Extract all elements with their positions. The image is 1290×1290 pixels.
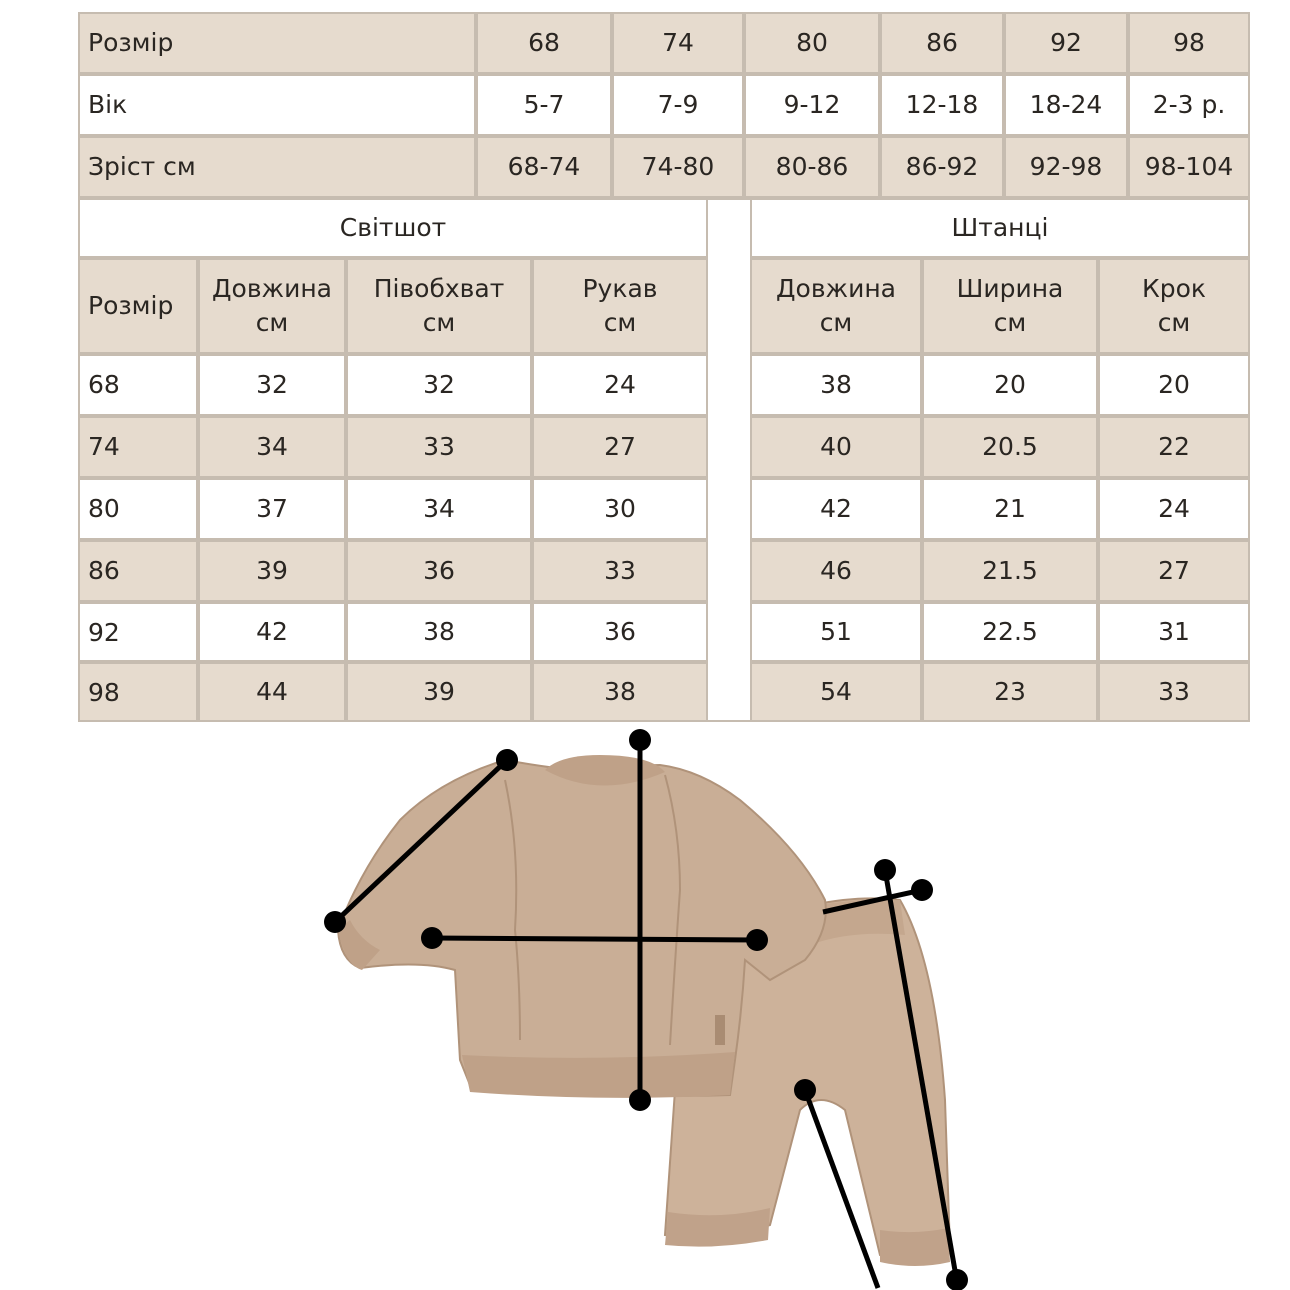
header-half-chest: Півобхват см bbox=[346, 258, 532, 354]
chest-line bbox=[432, 938, 757, 940]
marker-dot bbox=[324, 911, 346, 933]
size-cell: 98 bbox=[1128, 12, 1250, 74]
table-cell: 34 bbox=[346, 478, 532, 540]
pants-title: Штанці bbox=[750, 198, 1250, 258]
header-pants-length: Довжина см bbox=[750, 258, 922, 354]
marker-dot bbox=[794, 1079, 816, 1101]
table-cell: 33 bbox=[1098, 662, 1250, 722]
table-cell: 38 bbox=[532, 662, 708, 722]
marker-dot bbox=[746, 929, 768, 951]
table-cell: 92 bbox=[78, 602, 198, 662]
height-cell: 86-92 bbox=[880, 136, 1004, 198]
marker-dot bbox=[874, 859, 896, 881]
size-cell: 74 bbox=[612, 12, 744, 74]
table-cell: 39 bbox=[198, 540, 346, 602]
header-size: Розмір bbox=[78, 258, 198, 354]
table-cell: 31 bbox=[1098, 602, 1250, 662]
table-cell: 32 bbox=[198, 354, 346, 416]
age-cell: 18-24 bbox=[1004, 74, 1128, 136]
header-pants-width: Ширина см bbox=[922, 258, 1098, 354]
age-cell: 5-7 bbox=[476, 74, 612, 136]
table-cell: 20.5 bbox=[922, 416, 1098, 478]
table-cell: 21.5 bbox=[922, 540, 1098, 602]
table-cell: 46 bbox=[750, 540, 922, 602]
table-cell: 86 bbox=[78, 540, 198, 602]
table-cell: 54 bbox=[750, 662, 922, 722]
marker-dot bbox=[629, 1089, 651, 1111]
table-cell: 44 bbox=[198, 662, 346, 722]
table-cell: 36 bbox=[346, 540, 532, 602]
header-sleeve: Рукав см bbox=[532, 258, 708, 354]
table-cell: 24 bbox=[532, 354, 708, 416]
table-cell: 36 bbox=[532, 602, 708, 662]
table-cell: 20 bbox=[1098, 354, 1250, 416]
table-cell: 39 bbox=[346, 662, 532, 722]
column-gap bbox=[708, 198, 750, 722]
table-cell: 30 bbox=[532, 478, 708, 540]
size-cell: 68 bbox=[476, 12, 612, 74]
table-cell: 21 bbox=[922, 478, 1098, 540]
size-cell: 80 bbox=[744, 12, 880, 74]
table-cell: 74 bbox=[78, 416, 198, 478]
table-cell: 33 bbox=[346, 416, 532, 478]
age-cell: 7-9 bbox=[612, 74, 744, 136]
height-cell: 68-74 bbox=[476, 136, 612, 198]
height-cell: 74-80 bbox=[612, 136, 744, 198]
table-cell: 23 bbox=[922, 662, 1098, 722]
marker-dot bbox=[911, 879, 933, 901]
table-cell: 27 bbox=[1098, 540, 1250, 602]
row-label-age: Вік bbox=[78, 74, 476, 136]
table-cell: 20 bbox=[922, 354, 1098, 416]
table-cell: 22.5 bbox=[922, 602, 1098, 662]
age-cell: 12-18 bbox=[880, 74, 1004, 136]
table-cell: 68 bbox=[78, 354, 198, 416]
header-pants-inseam: Крок см bbox=[1098, 258, 1250, 354]
table-cell: 37 bbox=[198, 478, 346, 540]
tracksuit-measurement-diagram bbox=[300, 725, 990, 1290]
row-label-height: Зріст см bbox=[78, 136, 476, 198]
age-cell: 9-12 bbox=[744, 74, 880, 136]
table-cell: 24 bbox=[1098, 478, 1250, 540]
table-cell: 38 bbox=[750, 354, 922, 416]
table-cell: 98 bbox=[78, 662, 198, 722]
marker-dot bbox=[421, 927, 443, 949]
size-cell: 92 bbox=[1004, 12, 1128, 74]
size-cell: 86 bbox=[880, 12, 1004, 74]
table-cell: 22 bbox=[1098, 416, 1250, 478]
table-cell: 33 bbox=[532, 540, 708, 602]
table-cell: 34 bbox=[198, 416, 346, 478]
sweatshirt-title: Світшот bbox=[78, 198, 708, 258]
row-label-size: Розмір bbox=[78, 12, 476, 74]
height-cell: 92-98 bbox=[1004, 136, 1128, 198]
height-cell: 98-104 bbox=[1128, 136, 1250, 198]
table-cell: 38 bbox=[346, 602, 532, 662]
label-tag bbox=[715, 1015, 725, 1045]
header-length: Довжина см bbox=[198, 258, 346, 354]
table-cell: 80 bbox=[78, 478, 198, 540]
table-cell: 42 bbox=[198, 602, 346, 662]
marker-dot bbox=[496, 749, 518, 771]
table-cell: 40 bbox=[750, 416, 922, 478]
marker-dot bbox=[946, 1269, 968, 1290]
table-cell: 51 bbox=[750, 602, 922, 662]
marker-dot bbox=[629, 729, 651, 751]
age-cell: 2-3 р. bbox=[1128, 74, 1250, 136]
table-cell: 32 bbox=[346, 354, 532, 416]
height-cell: 80-86 bbox=[744, 136, 880, 198]
table-cell: 42 bbox=[750, 478, 922, 540]
table-cell: 27 bbox=[532, 416, 708, 478]
